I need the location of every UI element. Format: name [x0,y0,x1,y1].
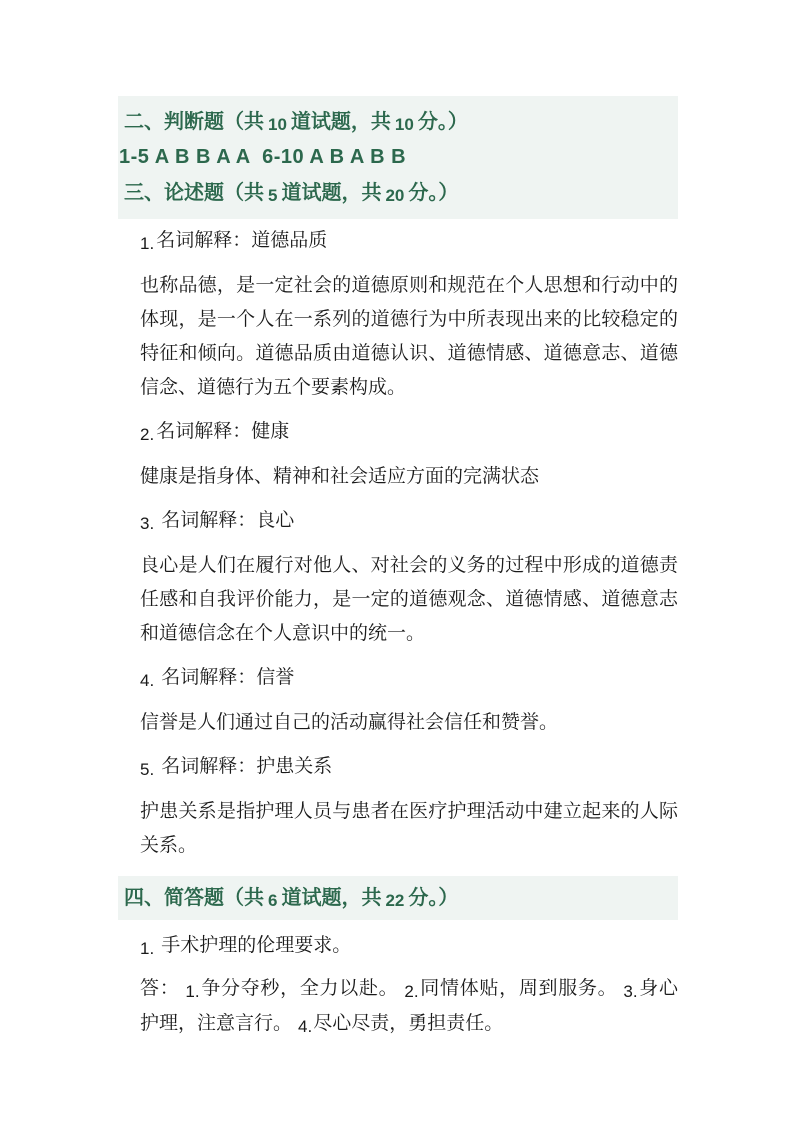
short-answer-item-answer [140,971,678,1041]
document-page [118,96,678,1041]
item-label: 名词解释：健康 [156,420,290,442]
item-label: 名词解释：信誉 [161,666,295,688]
essay-item-heading [140,753,678,780]
item-label: 手术护理的伦理要求。 [161,934,352,956]
title-text: 二、判断题（共 [124,109,264,133]
short-answer-section-title [118,882,678,914]
essay-item-answer: 健康是指身体、精神和社会适应方面的完满状态 [140,465,540,487]
judgment-answers-line: 1-5 A B B A A 6-10 A B A B B [119,146,407,168]
title-score: 20 [385,186,405,205]
title-count: 10 [268,115,287,134]
title-text: 分。） [417,109,468,133]
answer-point-number: 1. [185,982,200,1001]
essay-item-answer: 护患关系是指护理人员与患者在医疗护理活动中建立起来的人际关系。 [140,800,678,856]
title-text: 三、论述题（共 [124,180,264,204]
essay-item-heading [140,664,678,691]
answer-point-number: 2. [404,982,419,1001]
essay-section-title [118,175,678,211]
title-score: 10 [394,115,414,134]
answer-point-text: 同情体贴，周到服务。 [419,977,618,999]
title-text: 分。） [408,180,459,204]
item-number: 4. [140,671,155,690]
item-label: 名词解释：良心 [161,509,295,531]
answer-prefix: 答： [140,977,180,999]
title-text: 分。） [408,885,459,909]
item-label: 名词解释：护患关系 [161,755,333,777]
title-count: 5 [268,186,278,205]
judgment-section-title [118,104,678,140]
title-text: 道试题，共 [281,885,382,909]
section-header-block [118,876,678,920]
item-number: 3. [140,514,155,533]
item-number: 1. [140,234,155,253]
answer-point-number: 4. [298,1017,313,1036]
essay-item-answer: 也称品德，是一定社会的道德原则和规范在个人思想和行动中的体现，是一个人在一系列的道德行为中所表现出来的比较稳定的特征和倾向。道德品质由道德认识、道德情感、道德意志、道德信念、道德行为五个要素构成。 [140,274,678,398]
title-count: 6 [268,891,278,910]
answer-point-number: 3. [623,982,638,1001]
essay-item-heading [140,227,678,254]
title-text: 道试题，共 [281,180,382,204]
answer-point-text: 争分夺秒，全力以赴。 [200,977,399,999]
item-number: 2. [140,425,155,444]
essay-item-answer: 信誉是人们通过自己的活动赢得社会信任和赞誉。 [140,711,559,733]
short-answer-item-heading [140,932,678,959]
answer-point-text: 尽心尽责，勇担责任。 [313,1012,504,1034]
item-label: 名词解释：道德品质 [156,229,328,251]
essay-item-heading [140,418,678,445]
essay-item-heading [140,507,678,534]
title-score: 22 [385,891,405,910]
essay-item-answer: 良心是人们在履行对他人、对社会的义务的过程中形成的道德责任感和自我评价能力，是一定的道德观念、道德情感、道德意志和道德信念在个人意识中的统一。 [140,554,678,644]
item-number: 1. [140,939,155,958]
section-header-block [118,96,678,219]
title-text: 道试题，共 [290,109,391,133]
title-text: 四、简答题（共 [124,885,264,909]
item-number: 5. [140,760,155,779]
answer-point-text: 身心护理，注意言行。 [140,977,678,1034]
